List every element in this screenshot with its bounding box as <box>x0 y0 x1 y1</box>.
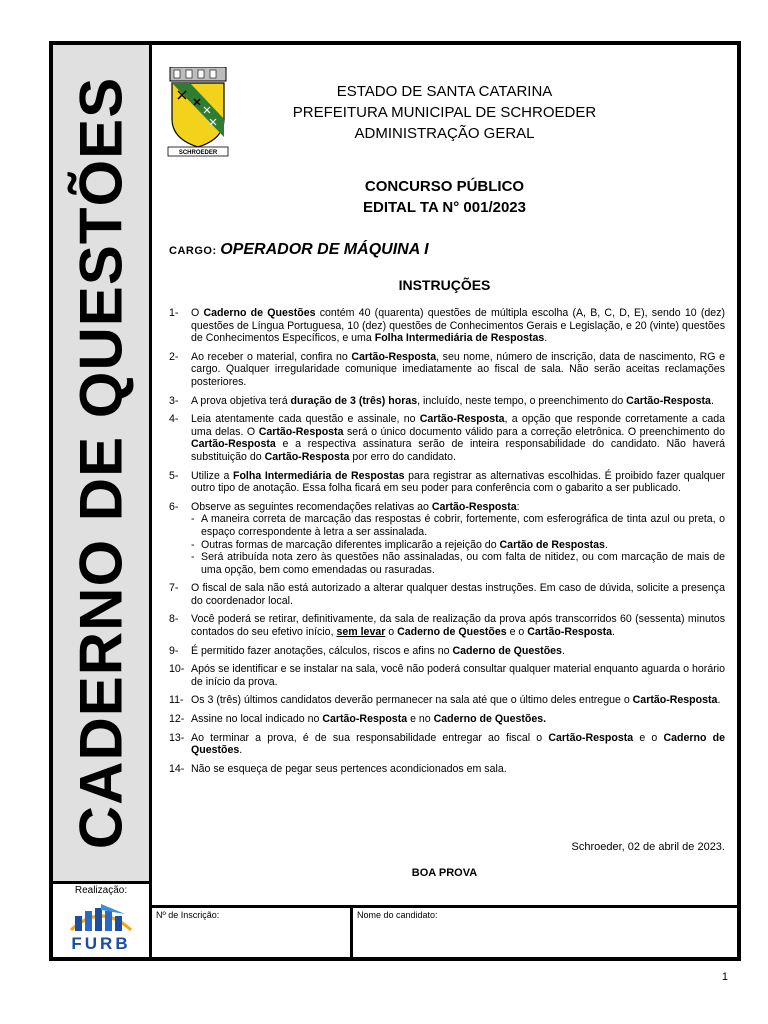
instruction-bold: Caderno de Questões. <box>433 713 547 726</box>
coat-of-arms-icon <box>164 67 232 159</box>
furb-logo-text: FURB <box>71 934 131 953</box>
instruction-text: , a opção que responde corretamente a cada uma delas. O <box>191 413 725 438</box>
instruction-item <box>169 763 725 776</box>
instruction-text: por erro do candidato. <box>349 450 457 463</box>
instruction-subitem <box>191 551 725 576</box>
instruction-text: contém 40 (quarenta) questões de múltipla escolha (A, B, C, D, E), sendo 10 (dez) questões de Língua Portuguesa, 10 (dez) questões de Conhecimentos Gerais e Legislação, e 20 (vinte) questões de Conhecimentos Específicos, e uma <box>191 307 726 345</box>
instruction-text: Você poderá se retirar, definitivamente, da sala de realização da prova após transcorridos 60 (sessenta) minutos contados do seu efetivo início, <box>191 613 725 639</box>
instruction-number: 6- <box>169 500 179 513</box>
instruction-number: 14- <box>169 762 185 775</box>
instruction-text: Após se identificar e se instalar na sala, você não poderá consultar qualquer material enquanto aguarda o horário de início da prova. <box>191 663 725 688</box>
candidate-name-field[interactable] <box>353 908 737 957</box>
header <box>262 81 627 144</box>
candidate-name-label: Nome do candidato: <box>357 910 438 920</box>
instruction-item <box>169 307 725 345</box>
subitem-text: Outras formas de marcação diferentes implicarão a rejeição do <box>201 538 500 551</box>
subitem-dash: - <box>191 551 195 564</box>
instruction-text: . <box>561 644 565 657</box>
instruction-text: . <box>717 694 721 707</box>
instruction-text: O <box>191 307 204 319</box>
instruction-item <box>169 501 725 577</box>
cargo-label: CARGO: <box>169 245 217 257</box>
instruction-bold: Cartão-Resposta <box>322 713 408 726</box>
instruction-number: 5- <box>169 469 179 482</box>
header-administration: ADMINISTRAÇÃO GERAL <box>354 125 535 142</box>
instruction-text: para registrar as alternativas escolhidas. É proibido fazer qualquer outro tipo de anotação. Essa folha ficará em seu poder para conferência com o gabarito a ser publicado. <box>191 469 725 495</box>
instruction-text: e a respectiva assinatura serão de inteira responsabilidade do candidato. Não haverá substituição do <box>191 438 725 463</box>
instruction-bold: Folha Intermediária de Respostas <box>232 469 405 482</box>
instruction-text: Não se esqueça de pegar seus pertences acondicionados em sala. <box>191 762 507 775</box>
inscription-number-label: Nº de Inscrição: <box>156 910 220 920</box>
instruction-bold: Cartão-Resposta <box>351 350 437 363</box>
contest-name: CONCURSO PÚBLICO <box>364 178 525 195</box>
instruction-bold: Cartão-Resposta <box>527 626 613 639</box>
realizacao-label: Realização: <box>74 885 128 896</box>
contest-title <box>262 176 627 218</box>
instruction-number: 11- <box>169 694 184 707</box>
instruction-text: . <box>612 626 615 639</box>
instruction-subitem <box>191 539 725 552</box>
instruction-bold: Cartão-Resposta <box>264 450 350 463</box>
instruction-item <box>169 395 725 408</box>
sidebar-title: CADERNO DE QUESTÕES <box>67 76 135 850</box>
instruction-text: Assine no local indicado no <box>191 713 323 726</box>
instruction-item <box>169 413 725 463</box>
instruction-item <box>169 645 725 658</box>
instructions-title: INSTRUÇÕES <box>398 277 491 293</box>
cargo-value: OPERADOR DE MÁQUINA I <box>220 241 429 258</box>
instruction-text: será o único documento válido para a correção eletrônica. O preenchimento do <box>343 425 725 438</box>
closing-text: BOA PROVA <box>411 867 478 879</box>
instruction-bold: Cartão-Resposta <box>548 731 634 744</box>
instruction-text: É permitido fazer anotações, cálculos, riscos e afins no <box>191 644 453 657</box>
instruction-bold: Caderno de Questões <box>397 626 507 639</box>
instruction-number: 12- <box>169 713 185 726</box>
instruction-item <box>169 663 725 688</box>
instruction-bold: Folha Intermediária de Respostas <box>374 332 545 345</box>
candidate-info-row <box>152 905 737 957</box>
instruction-text: Observe as seguintes recomendações relativas ao <box>191 500 432 513</box>
instruction-item <box>169 732 725 757</box>
subitem-bold: Cartão de Respostas <box>499 538 605 551</box>
instruction-item <box>169 582 725 607</box>
instruction-bold: Cartão-Resposta <box>431 500 517 513</box>
instruction-number: 13- <box>169 731 185 744</box>
content-area <box>152 45 737 905</box>
subitem-text: . <box>604 538 608 551</box>
contest-edital: EDITAL TA N° 001/2023 <box>362 199 526 216</box>
instruction-item <box>169 351 725 389</box>
instruction-text: , incluído, neste tempo, o preenchimento do <box>417 394 627 407</box>
inscription-number-field[interactable] <box>152 908 353 957</box>
page-number: 1 <box>721 971 728 983</box>
instruction-bold: Caderno de Questões <box>452 644 562 657</box>
instruction-item <box>169 694 725 707</box>
instruction-text: e o <box>506 626 528 639</box>
header-prefecture: PREFEITURA MUNICIPAL DE SCHROEDER <box>292 104 597 121</box>
instruction-text: Os 3 (três) últimos candidatos deverão permanecer na sala até que o último deles entregue o <box>191 694 633 707</box>
subitem-dash: - <box>191 538 195 551</box>
instruction-item <box>169 713 725 726</box>
instruction-bold: Cartão-Resposta <box>419 413 505 426</box>
instruction-bold: Caderno de Questões <box>203 307 316 319</box>
instruction-text: . <box>710 394 714 407</box>
instruction-text: Ao terminar a prova, é de sua responsabilidade entregar ao fiscal o <box>191 731 549 744</box>
instruction-text: e no <box>407 713 434 726</box>
realizacao-box <box>53 881 152 957</box>
instruction-number: 1- <box>169 307 179 319</box>
instruction-number: 7- <box>169 582 179 595</box>
instruction-text: o <box>385 626 398 639</box>
instruction-item <box>169 470 725 495</box>
subitem-dash: - <box>191 513 195 526</box>
instruction-text: A prova objetiva terá <box>191 394 291 407</box>
header-state: ESTADO DE SANTA CATARINA <box>336 83 553 100</box>
instruction-subitem <box>191 513 725 538</box>
instruction-bold: Cartão-Resposta <box>191 438 276 451</box>
instructions-list <box>169 307 725 781</box>
instruction-text: . <box>239 744 243 757</box>
subitem-text: A maneira correta de marcação das respostas é cobrir, fortemente, com esferográfica de tinta azul ou preta, o espaço correspondente à letra a ser assinalada. <box>201 513 725 538</box>
coat-of-arms-label: SCHROEDER <box>178 150 218 156</box>
instruction-bold: Cartão-Resposta <box>258 425 344 438</box>
cargo-row <box>169 241 429 259</box>
instruction-item <box>169 613 725 638</box>
furb-logo-icon <box>65 900 137 934</box>
subitem-text: Será atribuída nota zero às questões não assinaladas, ou com falta de nitidez, ou com marcação de mais de uma opção, bem como emendadas ou rasuradas. <box>201 551 725 576</box>
date-line: Schroeder, 02 de abril de 2023. <box>571 841 725 853</box>
instruction-text: : <box>516 500 520 513</box>
instruction-number: 9- <box>169 644 179 657</box>
instruction-bold: Cartão-Resposta <box>626 394 711 407</box>
instruction-text: Leia atentamente cada questão e assinale, no <box>191 413 420 426</box>
instruction-number: 4- <box>169 413 179 426</box>
instruction-bold: Cartão-Resposta <box>632 694 718 707</box>
instruction-text: e o <box>633 731 664 744</box>
instruction-text: Utilize a <box>191 469 233 482</box>
instruction-number: 3- <box>169 394 179 407</box>
instruction-text: , seu nome, número de inscrição, data de nascimento, RG e cargo. Qualquer irregularidade comunique imediatamente ao fiscal de sala. Não serão aceitas reclamações posteriores. <box>191 350 725 388</box>
instruction-text: . <box>544 332 548 345</box>
instruction-bold: Caderno de Questões <box>191 731 725 757</box>
instruction-number: 2- <box>169 350 179 363</box>
instruction-bold: duração de 3 (três) horas <box>290 394 418 407</box>
sidebar <box>53 45 152 881</box>
instruction-number: 8- <box>169 613 179 626</box>
instruction-bold-underlined: sem levar <box>336 626 386 639</box>
instruction-text: Ao receber o material, confira no <box>191 350 352 363</box>
instruction-text: O fiscal de sala não está autorizado a alterar qualquer destas instruções. Em caso de dúvida, solicite a presença do coordenador local. <box>191 582 725 607</box>
instruction-number: 10- <box>169 663 185 676</box>
